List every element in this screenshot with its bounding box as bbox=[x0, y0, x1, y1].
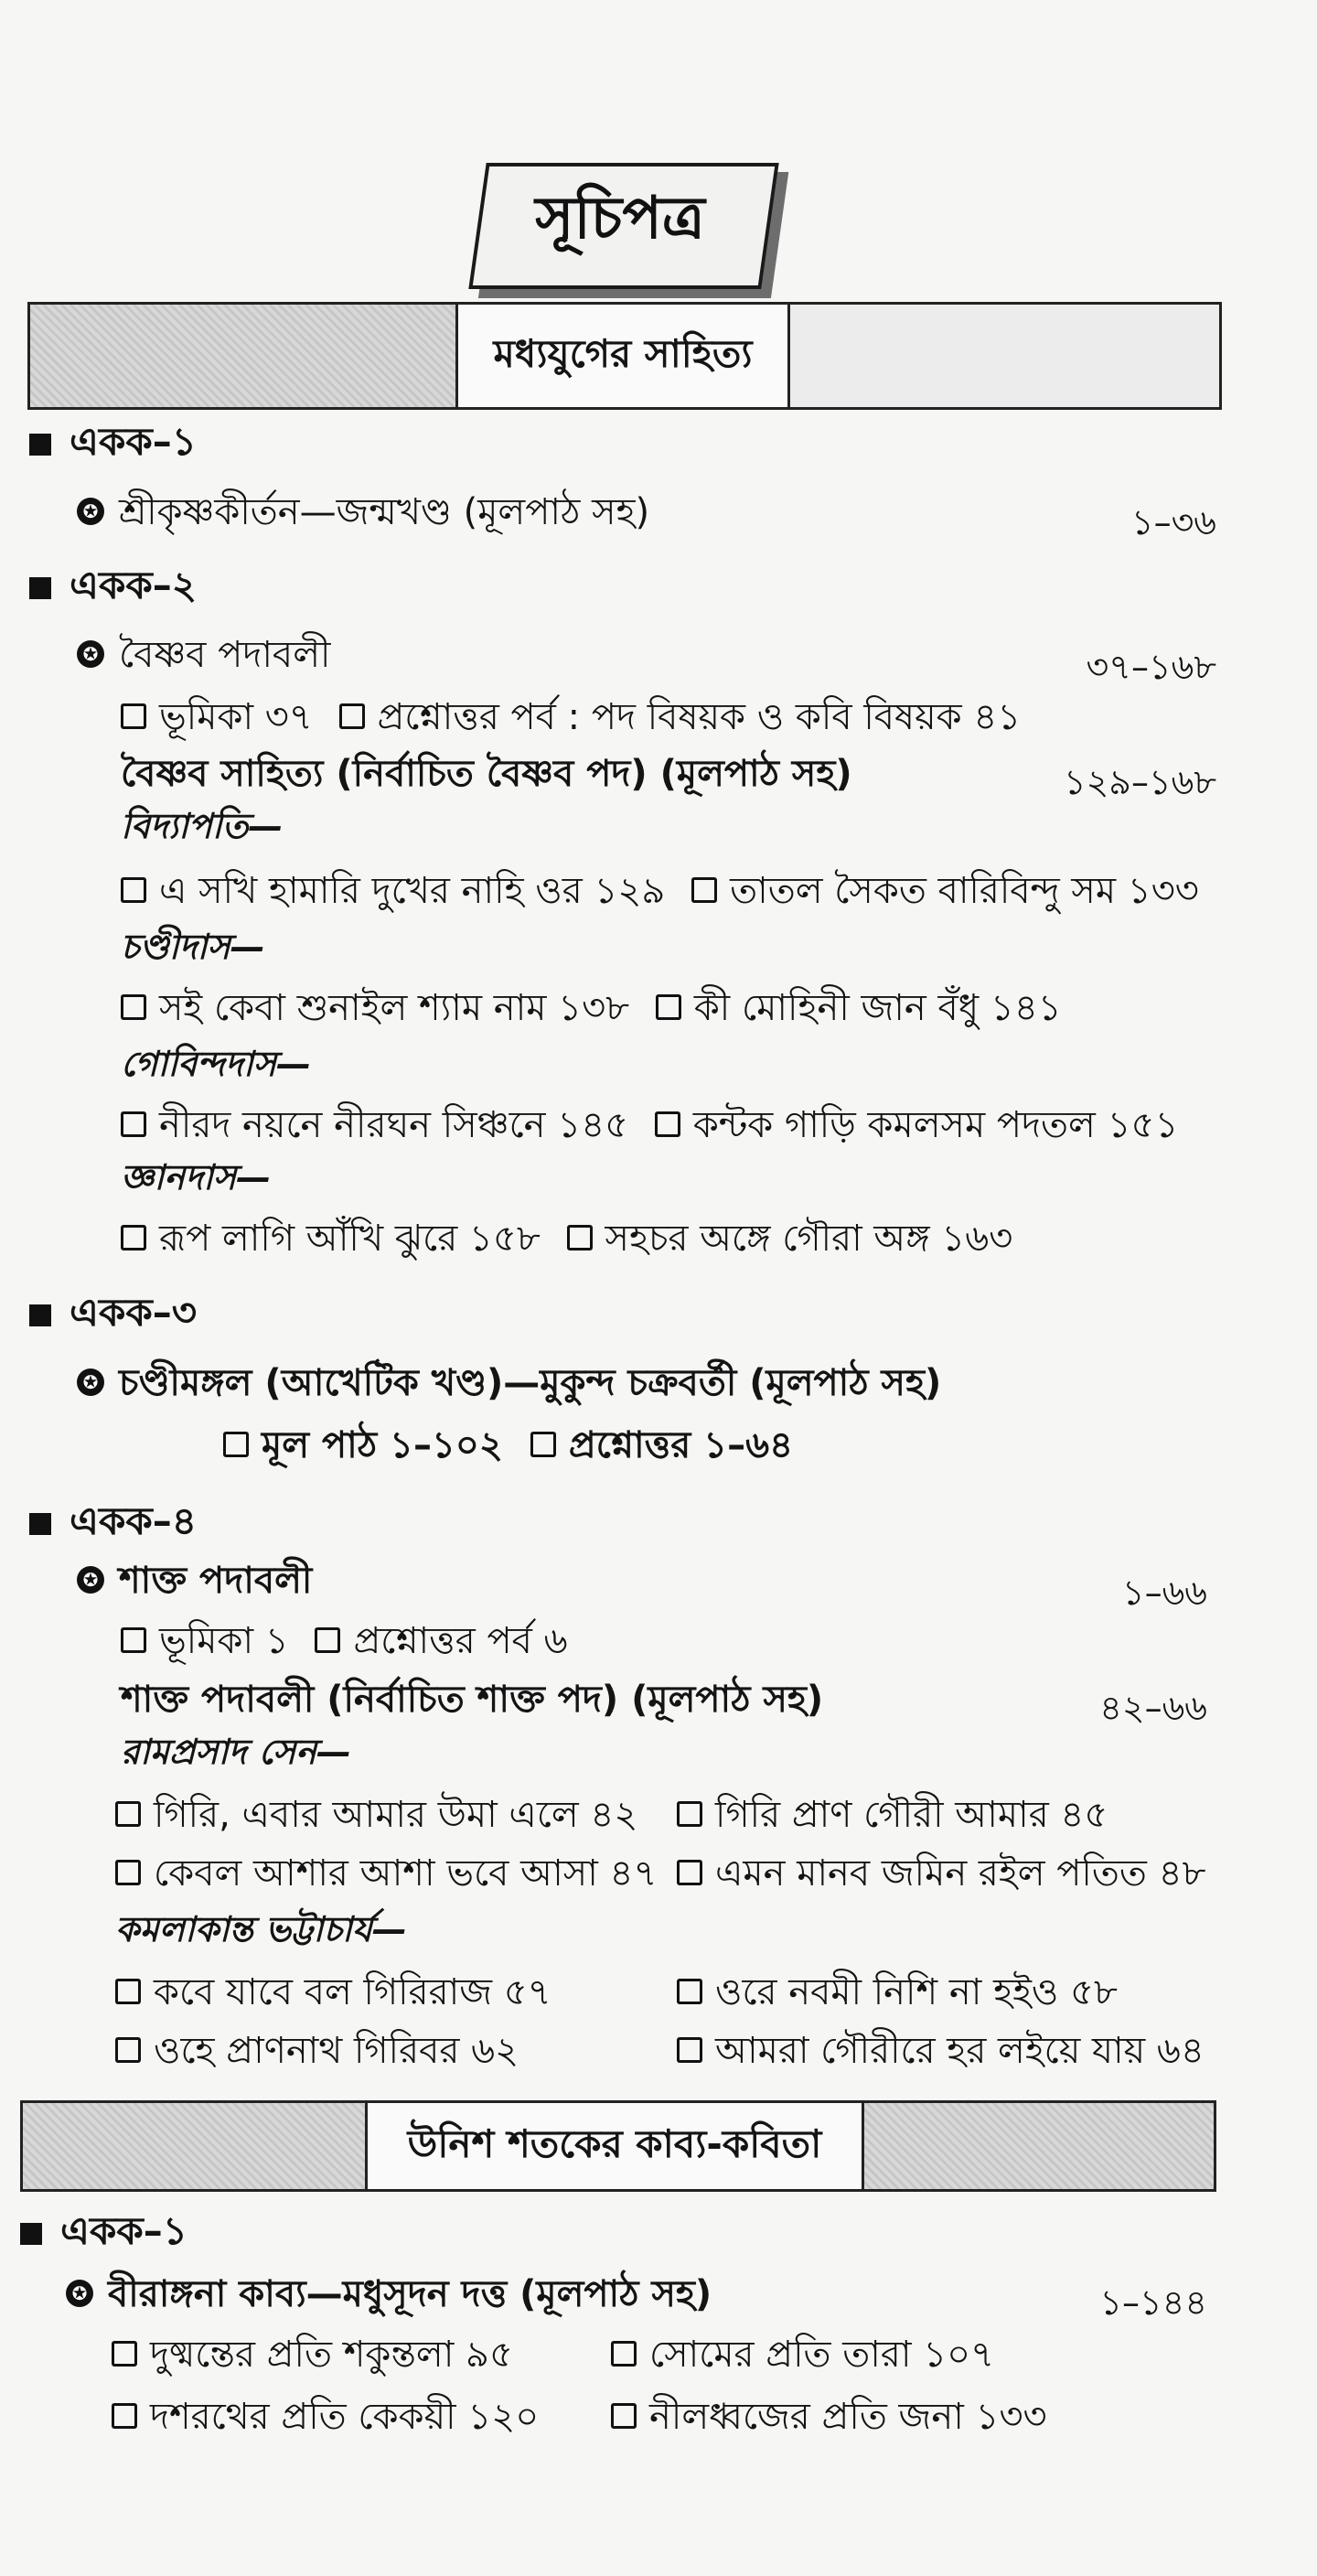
unit-heading: একক–৪ bbox=[29, 1491, 197, 1556]
star-bullet-icon: ✪ bbox=[77, 1368, 104, 1396]
poem-item: দশরথের প্রতি কেকয়ী ১২০ bbox=[112, 2388, 539, 2449]
sub-title: বৈষ্ণব সাহিত্য (নির্বাচিত বৈষ্ণব পদ) (মূলপাঠ সহ) bbox=[121, 753, 852, 795]
poet-name: গোবিন্দদাস— bbox=[121, 1044, 311, 1084]
poem-item: এমন মানব জমিন রইল পতিত ৪৮ bbox=[677, 1844, 1206, 1905]
checkbox-bullet-icon bbox=[530, 1432, 556, 1457]
work-title: ✪ চণ্ডীমঙ্গল (আখেটিক খণ্ড)—মুকুন্দ চক্রবর্তী (মূলপাঠ সহ) bbox=[77, 1354, 941, 1415]
checkbox-bullet-icon bbox=[677, 1801, 702, 1827]
star-bullet-icon: ✪ bbox=[77, 1566, 104, 1594]
star-bullet-icon: ✪ bbox=[77, 498, 104, 525]
unit-heading: একক–১ bbox=[29, 412, 197, 477]
star-bullet-icon: ✪ bbox=[66, 2280, 93, 2307]
poet-name: বিদ্যাপতি— bbox=[121, 806, 284, 846]
checkbox-bullet-icon bbox=[611, 2403, 637, 2429]
poem-item: গিরি প্রাণ গৌরী আমার ৪৫ bbox=[677, 1786, 1108, 1847]
poem-item: কেবল আশার আশা ভবে আসা ৪৭ bbox=[115, 1844, 658, 1905]
poem-line: এ সখি হামারি দুখের নাহি ওর ১২৯ তাতল সৈকত বারিবিন্দু সম ১৩৩ bbox=[121, 862, 1199, 923]
checkbox-bullet-icon bbox=[121, 1111, 146, 1137]
poem-item: ওরে নবমী নিশি না হইও ৫৮ bbox=[677, 1963, 1118, 2024]
poem-item: আমরা গৌরীরে হর লইয়ে যায় ৬৪ bbox=[677, 2022, 1205, 2083]
unit-heading: একক–৩ bbox=[29, 1283, 197, 1347]
poem-line: সই কেবা শুনাইল শ্যাম নাম ১৩৮ কী মোহিনী জান বঁধু ১৪১ bbox=[121, 979, 1062, 1040]
square-bullet-icon bbox=[29, 1513, 51, 1535]
band-shade-left bbox=[30, 305, 455, 407]
section-header-medieval bbox=[27, 302, 1222, 410]
checkbox-bullet-icon bbox=[112, 2341, 137, 2367]
star-bullet-icon: ✪ bbox=[77, 640, 104, 668]
section-header-nineteenth-century bbox=[20, 2100, 1216, 2192]
checkbox-bullet-icon bbox=[655, 1111, 680, 1137]
intro-line: ভূমিকা ১ প্রশ্নোত্তর পর্ব ৬ bbox=[121, 1612, 568, 1673]
checkbox-bullet-icon bbox=[121, 1627, 146, 1653]
checkbox-bullet-icon bbox=[121, 877, 146, 903]
poem-item: সোমের প্রতি তারা ১০৭ bbox=[611, 2325, 994, 2387]
checkbox-bullet-icon bbox=[656, 994, 681, 1020]
checkbox-bullet-icon bbox=[677, 1979, 702, 2004]
poet-name: রামপ্রসাদ সেন— bbox=[121, 1732, 351, 1772]
square-bullet-icon bbox=[29, 1304, 51, 1326]
checkbox-bullet-icon bbox=[223, 1432, 249, 1457]
poem-line: রূপ লাগি আঁখি ঝুরে ১৫৮ সহচর অঙ্গে গৌরা অঙ্গ ১৬৩ bbox=[121, 1209, 1012, 1271]
unit-heading: একক–১ bbox=[20, 2201, 187, 2266]
poem-item: নীলধ্বজের প্রতি জনা ১৩৩ bbox=[611, 2388, 1047, 2449]
unit-heading: একক–২ bbox=[29, 555, 197, 620]
checkbox-bullet-icon bbox=[567, 1225, 593, 1250]
page-title: সূচিপত্র bbox=[535, 184, 705, 252]
poem-item: দুষ্মন্তের প্রতি শকুন্তলা ৯৫ bbox=[112, 2325, 513, 2387]
checkbox-bullet-icon bbox=[121, 703, 146, 729]
poet-name: জ্ঞানদাস— bbox=[121, 1157, 272, 1197]
band-shade-left bbox=[23, 2103, 365, 2189]
intro-line: মূল পাঠ ১–১০২ প্রশ্নোত্তর ১–৬৪ bbox=[223, 1416, 793, 1477]
work-title: ✪ বীরাঙ্গনা কাব্য—মধুসূদন দত্ত (মূলপাঠ সহ) bbox=[66, 2265, 712, 2326]
checkbox-bullet-icon bbox=[677, 1860, 702, 1885]
checkbox-bullet-icon bbox=[115, 1801, 141, 1827]
poet-name: চণ্ডীদাস— bbox=[121, 927, 265, 967]
page-range: ৩৭–১৬৮ bbox=[1086, 647, 1216, 687]
work-title: ✪ শাক্ত পদাবলী bbox=[77, 1551, 312, 1613]
square-bullet-icon bbox=[20, 2223, 42, 2245]
sub-page-range: ৪২–৬৬ bbox=[1099, 1688, 1207, 1728]
poem-item: গিরি, এবার আমার উমা এলে ৪২ bbox=[115, 1786, 637, 1847]
checkbox-bullet-icon bbox=[112, 2403, 137, 2429]
intro-line: ভূমিকা ৩৭ প্রশ্নোত্তর পর্ব : পদ বিষয়ক ও কবি বিষয়ক ৪১ bbox=[121, 688, 1021, 749]
checkbox-bullet-icon bbox=[115, 2037, 141, 2063]
poem-item: ওহে প্রাণনাথ গিরিবর ৬২ bbox=[115, 2022, 519, 2083]
work-title: ✪ শ্রীকৃষ্ণকীর্তন—জন্মখণ্ড (মূলপাঠ সহ) bbox=[77, 483, 649, 544]
sub-title: শাক্ত পদাবলী (নির্বাচিত শাক্ত পদ) (মূলপাঠ সহ) bbox=[121, 1679, 824, 1721]
section-heading: মধ্যযুগের সাহিত্য bbox=[455, 305, 790, 407]
checkbox-bullet-icon bbox=[339, 703, 365, 729]
poet-name: কমলাকান্ত ভট্টাচার্য— bbox=[115, 1909, 407, 1949]
checkbox-bullet-icon bbox=[611, 2341, 637, 2367]
checkbox-bullet-icon bbox=[121, 994, 146, 1020]
square-bullet-icon bbox=[29, 577, 51, 599]
band-shade-right bbox=[790, 305, 1219, 407]
poem-item: কবে যাবে বল গিরিরাজ ৫৭ bbox=[115, 1963, 551, 2024]
checkbox-bullet-icon bbox=[121, 1225, 146, 1250]
checkbox-bullet-icon bbox=[315, 1627, 340, 1653]
page-range: ১–৬৬ bbox=[1121, 1572, 1207, 1613]
checkbox-bullet-icon bbox=[115, 1979, 141, 2004]
checkbox-bullet-icon bbox=[677, 2037, 702, 2063]
sub-page-range: ১২৯–১৬৮ bbox=[1063, 762, 1216, 802]
square-bullet-icon bbox=[29, 434, 51, 456]
band-shade-right bbox=[864, 2103, 1214, 2189]
page-range: ১–১৪৪ bbox=[1099, 2282, 1207, 2323]
work-title: ✪ বৈষ্ণব পদাবলী bbox=[77, 626, 330, 687]
page-range: ১–৩৬ bbox=[1130, 502, 1216, 542]
checkbox-bullet-icon bbox=[115, 1860, 141, 1885]
section-heading: উনিশ শতকের কাব্য-কবিতা bbox=[365, 2103, 864, 2189]
poem-line: নীরদ নয়নে নীরঘন সিঞ্চনে ১৪৫ কন্টক গাড়ি কমলসম পদতল ১৫১ bbox=[121, 1096, 1178, 1157]
checkbox-bullet-icon bbox=[691, 877, 717, 903]
